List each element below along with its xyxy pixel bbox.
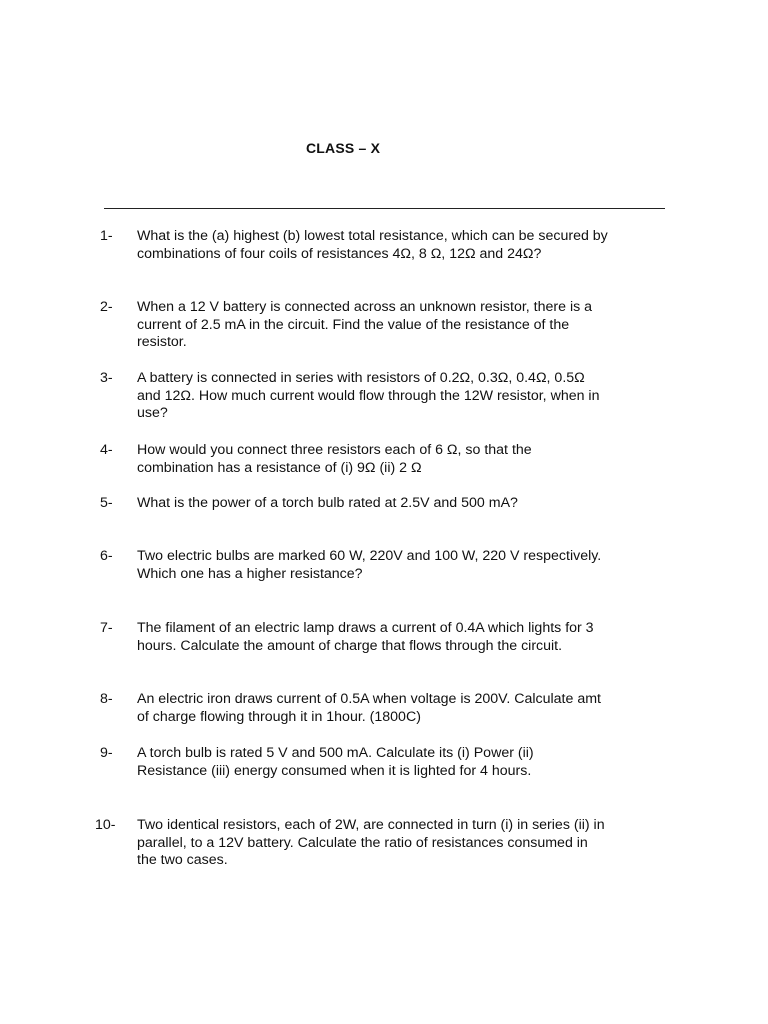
question-text: [137, 620, 647, 655]
question-text: [137, 745, 647, 780]
question-number: 5-: [100, 495, 113, 511]
question-line: Which one has a higher resistance?: [137, 565, 363, 582]
question-number: 7-: [100, 620, 113, 636]
question-line: combinations of four coils of resistances 4Ω, 8 Ω, 12Ω and 24Ω?: [137, 245, 542, 262]
question-text: [137, 228, 647, 263]
question-line: An electric iron draws current of 0.5A when voltage is 200V. Calculate amt: [137, 691, 601, 707]
question-line: Resistance (iii) energy consumed when it is lighted for 4 hours.: [137, 762, 532, 779]
question-number: 10-: [95, 817, 116, 833]
question-line: parallel, to a 12V battery. Calculate the ratio of resistances consumed in: [137, 834, 588, 851]
question-number: 9-: [100, 745, 113, 761]
question-text: [137, 442, 647, 477]
question-line: The filament of an electric lamp draws a current of 0.4A which lights for 3: [137, 620, 594, 636]
question-text: [137, 817, 647, 870]
question-line: What is the (a) highest (b) lowest total resistance, which can be secured by: [137, 228, 608, 244]
page-title: CLASS – X: [306, 140, 381, 156]
title-divider: [104, 208, 665, 209]
question-line: A torch bulb is rated 5 V and 500 mA. Calculate its (i) Power (ii): [137, 745, 534, 761]
question-number: 2-: [100, 299, 113, 315]
question-number: 1-: [100, 228, 113, 244]
question-number: 4-: [100, 442, 113, 458]
question-line: What is the power of a torch bulb rated at 2.5V and 500 mA?: [137, 495, 518, 511]
question-number: 8-: [100, 691, 113, 707]
question-line: and 12Ω. How much current would flow through the 12W resistor, when in: [137, 387, 600, 404]
question-line: the two cases.: [137, 852, 228, 868]
question-line: A battery is connected in series with resistors of 0.2Ω, 0.3Ω, 0.4Ω, 0.5Ω: [137, 370, 585, 386]
question-text: [137, 495, 647, 513]
question-text: [137, 548, 647, 583]
question-line: Two identical resistors, each of 2W, are connected in turn (i) in series (ii) in: [137, 817, 605, 833]
question-line: current of 2.5 mA in the circuit. Find the value of the resistance of the: [137, 316, 570, 333]
question-text: [137, 370, 647, 423]
question-line: Two electric bulbs are marked 60 W, 220V and 100 W, 220 V respectively.: [137, 548, 602, 564]
question-line: How would you connect three resistors each of 6 Ω, so that the: [137, 442, 532, 458]
question-line: resistor.: [137, 334, 187, 350]
question-line: use?: [137, 405, 168, 421]
question-number: 6-: [100, 548, 113, 564]
question-text: [137, 299, 647, 352]
question-line: hours. Calculate the amount of charge that flows through the circuit.: [137, 637, 563, 654]
question-line: of charge flowing through it in 1hour. (1800C): [137, 708, 421, 725]
question-text: [137, 691, 647, 726]
question-line: When a 12 V battery is connected across an unknown resistor, there is a: [137, 299, 593, 315]
question-line: combination has a resistance of (i) 9Ω (ii) 2 Ω: [137, 459, 422, 476]
question-number: 3-: [100, 370, 113, 386]
